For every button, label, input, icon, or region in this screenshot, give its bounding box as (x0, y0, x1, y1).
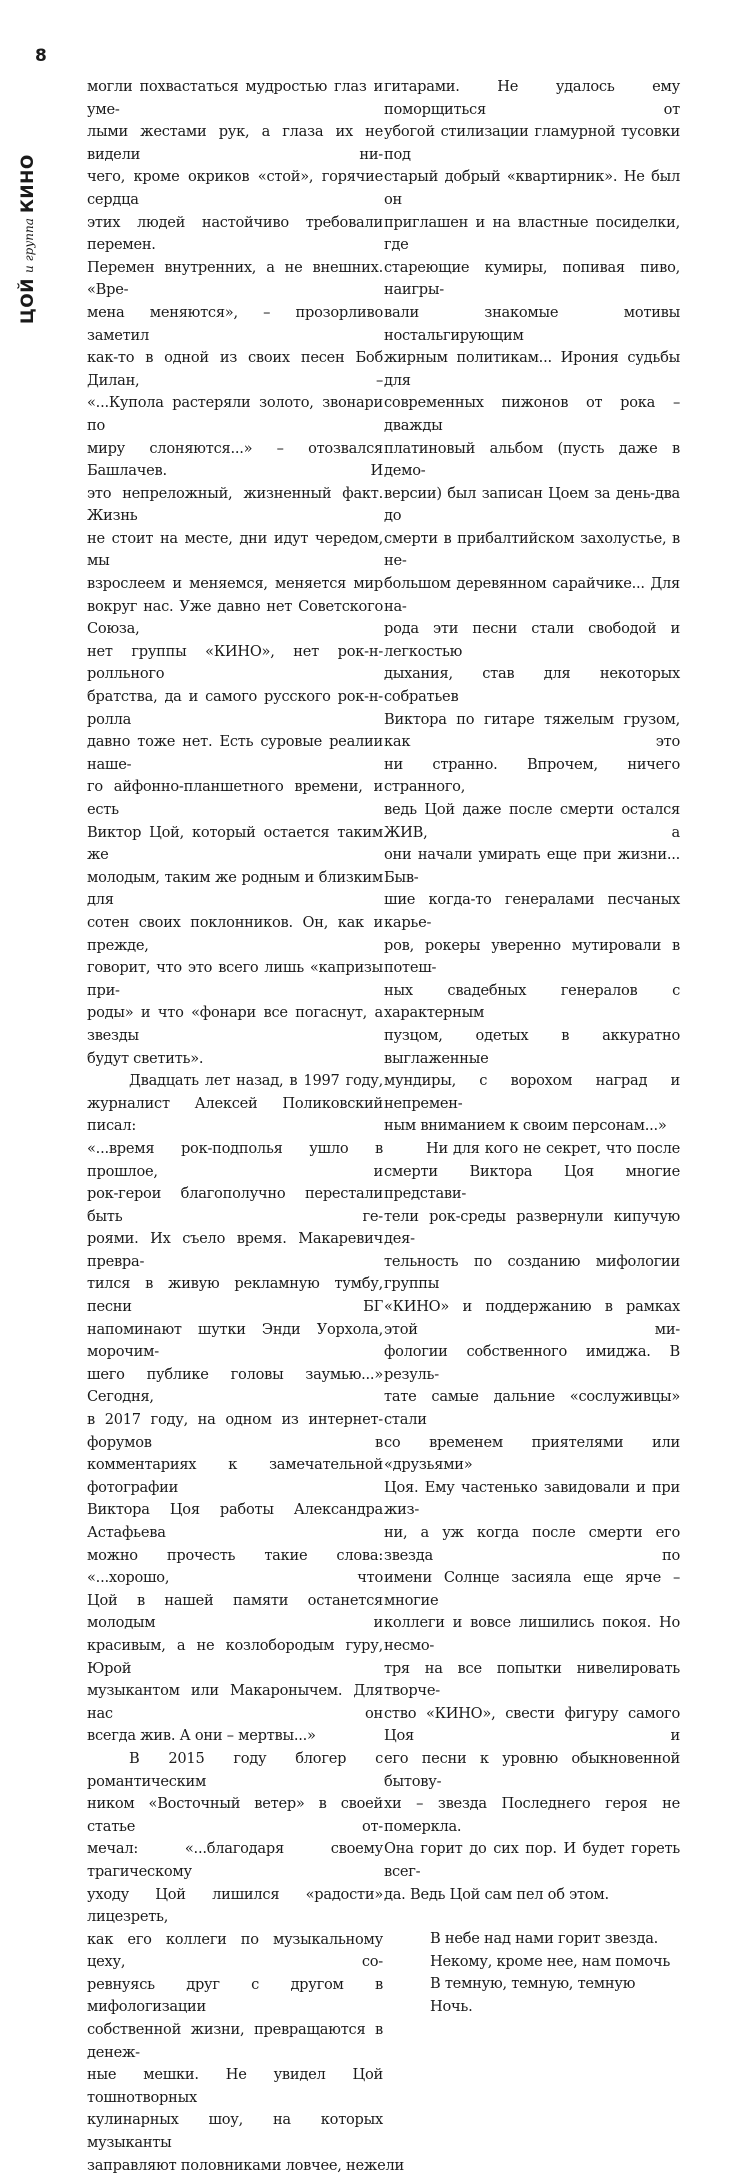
text-line: го айфонно-планшетного времени, и есть (87, 778, 383, 818)
poem-quote (384, 1928, 680, 2018)
text-line: могли похвастаться мудростью глаз и уме- (87, 78, 383, 118)
text-line: имени Солнце засияла еще ярче – многие (384, 1569, 680, 1609)
text-line: этих людей настойчиво требовали перемен. (87, 213, 383, 254)
text-line: жирным политикам... Ирония судьбы для (384, 349, 680, 389)
text-line: приглашен и на властные посиделки, где (384, 213, 680, 254)
text-line: со временем приятелями или «друзьями» (384, 1433, 680, 1474)
text-line: Она горит до сих пор. И будет гореть всег- (384, 1840, 680, 1880)
poem-line: В темную, темную, темную (430, 1975, 636, 1993)
text-line: уходу Цой лишился «радости» лицезреть, (87, 1885, 383, 1926)
text-line: тате самые дальние «сослуживцы» стали (384, 1388, 680, 1429)
text-line: кулинарных шоу, на которых музыканты (87, 2111, 383, 2152)
text-line: журналист Алексей Поликовский писал: (87, 1094, 383, 1135)
text-line: ные мешки. Не увидел Цой тошнотворных (87, 2066, 383, 2106)
text-line: можно прочесть такие слова: «...хорошо, что (87, 1546, 383, 1587)
text-line: ров, рокеры уверенно мутировали в потеш- (384, 936, 680, 977)
running-head-title-last: КИНО (18, 154, 38, 213)
text-line: собственной жизни, превращаются в денеж- (87, 2021, 383, 2061)
page-number: 8 (35, 46, 47, 66)
text-line: Виктора Цоя работы Александра Астафьева (87, 1501, 383, 1541)
text-line: мундиры, с ворохом наград и непремен- (384, 1072, 680, 1112)
text-line: роями. Их съело время. Макаревич преврa- (87, 1230, 383, 1270)
text-line: смерти Виктора Цоя многие представи- (384, 1162, 680, 1203)
text-line: В 2015 году блогер с романтическим (87, 1749, 383, 1790)
text-line: «КИНО» и поддержанию в рамках этой ми- (384, 1298, 680, 1338)
text-line: рода эти песни стали свободой и легкостью (384, 620, 680, 660)
poem-line: В небе над нами горит звезда. (430, 1930, 659, 1948)
text-line: всегда жив. А они – мертвы...» (87, 1727, 316, 1745)
text-line: Виктора по гитаре тяжелым грузом, как это (384, 710, 680, 751)
text-line: версии) был записан Цоем за день-два до (384, 484, 680, 525)
text-line: ведь Цой даже после смерти остался ЖИВ, а (384, 801, 680, 841)
text-line: будут светить». (87, 1049, 204, 1067)
text-line: ником «Восточный ветер» в своей статье от- (87, 1795, 383, 1835)
text-line: мечал: «...благодаря своему трагическому (87, 1840, 383, 1880)
text-line: его песни к уровню обыкновенной бытову- (384, 1749, 680, 1790)
text-line: большом деревянном сарайчике... Для на- (384, 575, 680, 615)
text-line: «...время рок-подполья ушло в прошлое, и (87, 1139, 383, 1180)
text-line: тился в живую рекламную тумбу, песни БГ (87, 1275, 383, 1316)
text-line: «...Купола растеряли золото, звонари по (87, 394, 383, 434)
text-line: говорит, что это всего лишь «капризы при- (87, 959, 383, 999)
text-line: красивым, а не козлобородым гуру, Юрой (87, 1636, 383, 1677)
running-head (18, 154, 38, 324)
text-line: тели рок-среды развернули кипучую дея- (384, 1207, 680, 1248)
running-head-connector: и группа (22, 218, 36, 273)
text-line: мена меняются», – прозорливо заметил (87, 303, 383, 344)
text-line: фологии собственного имиджа. В резуль- (384, 1343, 680, 1383)
text-line: в 2017 году, на одном из интернет-форумов в (87, 1411, 383, 1451)
text-line: дыхания, став для некоторых собратьев (384, 665, 680, 706)
text-line: как его коллеги по музыкальному цеху, со- (87, 1930, 383, 1971)
text-line: лыми жестами рук, а глаза их не видели ни- (87, 123, 383, 163)
text-line: комментариях к замечательной фотографии (87, 1456, 383, 1496)
text-line: платиновый альбом (пусть даже в демо- (384, 439, 680, 480)
text-line: да. Ведь Цой сам пел об этом. (384, 1885, 609, 1903)
running-head-title-first: ЦОЙ (18, 278, 38, 324)
text-line: старый добрый «квартирник». Не был он (384, 168, 680, 208)
text-line: коллеги и вовсе лишились покоя. Но несмо- (384, 1614, 680, 1654)
text-line: ни, а уж когда после смерти его звезда по (384, 1524, 680, 1564)
text-line: напоминают шутки Энди Уорхола, морочим- (87, 1320, 383, 1361)
text-line: ревнуясь друг с другом в мифологизации (87, 1975, 383, 2016)
right-column (384, 76, 680, 2018)
text-line: Перемен внутренних, а не внешних. «Вре- (87, 258, 383, 299)
text-line: убогой стилизации гламурной тусовки под (384, 123, 680, 163)
text-line: вали знакомые мотивы ностальгирующим (384, 303, 680, 344)
text-line: современных пижонов от рока – дважды (384, 394, 680, 434)
text-line: Цой в нашей памяти останется молодым и (87, 1591, 383, 1632)
text-line: давно тоже нет. Есть суровые реалии наше- (87, 733, 383, 773)
text-line: нет группы «КИНО», нет рок-н-ролльного (87, 642, 383, 683)
text-line: смерти в прибалтийском захолустье, в не- (384, 529, 680, 570)
text-line: как-то в одной из своих песен Боб Дилан, – (87, 349, 383, 389)
text-line: тря на все попытки нивелировать творче- (384, 1659, 680, 1700)
text-line: ных свадебных генералов с характерным (384, 981, 680, 1022)
text-line: сотен своих поклонников. Он, как и прежде, (87, 913, 383, 954)
text-line: шего публике головы заумью...» Сегодня, (87, 1365, 383, 1406)
text-line: Двадцать лет назад, в 1997 году, (129, 1072, 383, 1090)
text-line: рок-герои благополучно перестали быть ге- (87, 1185, 383, 1225)
text-line: пузцом, одетых в аккуратно выглаженные (384, 1026, 680, 1067)
text-line: братства, да и самого русского рок-н-ролла (87, 688, 383, 728)
text-line: Ни для кого не секрет, что после (426, 1139, 680, 1157)
text-line: вокруг нас. Уже давно нет Советского Союза, (87, 597, 383, 638)
text-line: чего, кроме окриков «стой», горячие сердца (87, 168, 383, 208)
text-line: гитарами. Не удалось ему поморщиться от (384, 78, 680, 118)
text-line: миру слоняются...» – отозвался Башлачев. И (87, 439, 383, 480)
text-line: Цоя. Ему частенько завидовали и при жиз- (384, 1478, 680, 1519)
text-line: музыкантом или Макаронычем. Для нас он (87, 1682, 383, 1722)
poem-line: Ночь. (430, 1997, 473, 2015)
text-line: тельность по созданию мифологии группы (384, 1252, 680, 1293)
text-line: не стоит на месте, дни идут чередом, мы (87, 529, 383, 570)
text-line: шие когда-то генералами песчаных карье- (384, 891, 680, 931)
left-column (87, 76, 404, 2177)
text-line: ство «КИНО», свести фигуру самого Цоя и (384, 1704, 680, 1745)
poem-line: Некому, кроме нее, нам помочь (430, 1952, 671, 1970)
text-line: ни странно. Впрочем, ничего странного, (384, 755, 680, 796)
text-line: заправляют половниками ловчее, нежели (87, 2156, 404, 2174)
text-line: роды» и что «фонари все погаснут, а звезды (87, 1004, 383, 1044)
text-line: хи – звезда Последнего героя не померкла. (384, 1795, 680, 1835)
text-line: они начали умирать еще при жизни... Быв- (384, 846, 680, 886)
text-line: стареющие кумиры, попивая пиво, наигры- (384, 258, 680, 299)
text-line: взрослеем и меняемся, меняется мир (87, 575, 383, 593)
text-line: Виктор Цой, который остается таким же (87, 823, 383, 864)
text-line: это непреложный, жизненный факт. Жизнь (87, 484, 383, 525)
text-line: ным вниманием к своим персонам...» (384, 1117, 667, 1135)
text-line: молодым, таким же родным и близким для (87, 868, 383, 909)
